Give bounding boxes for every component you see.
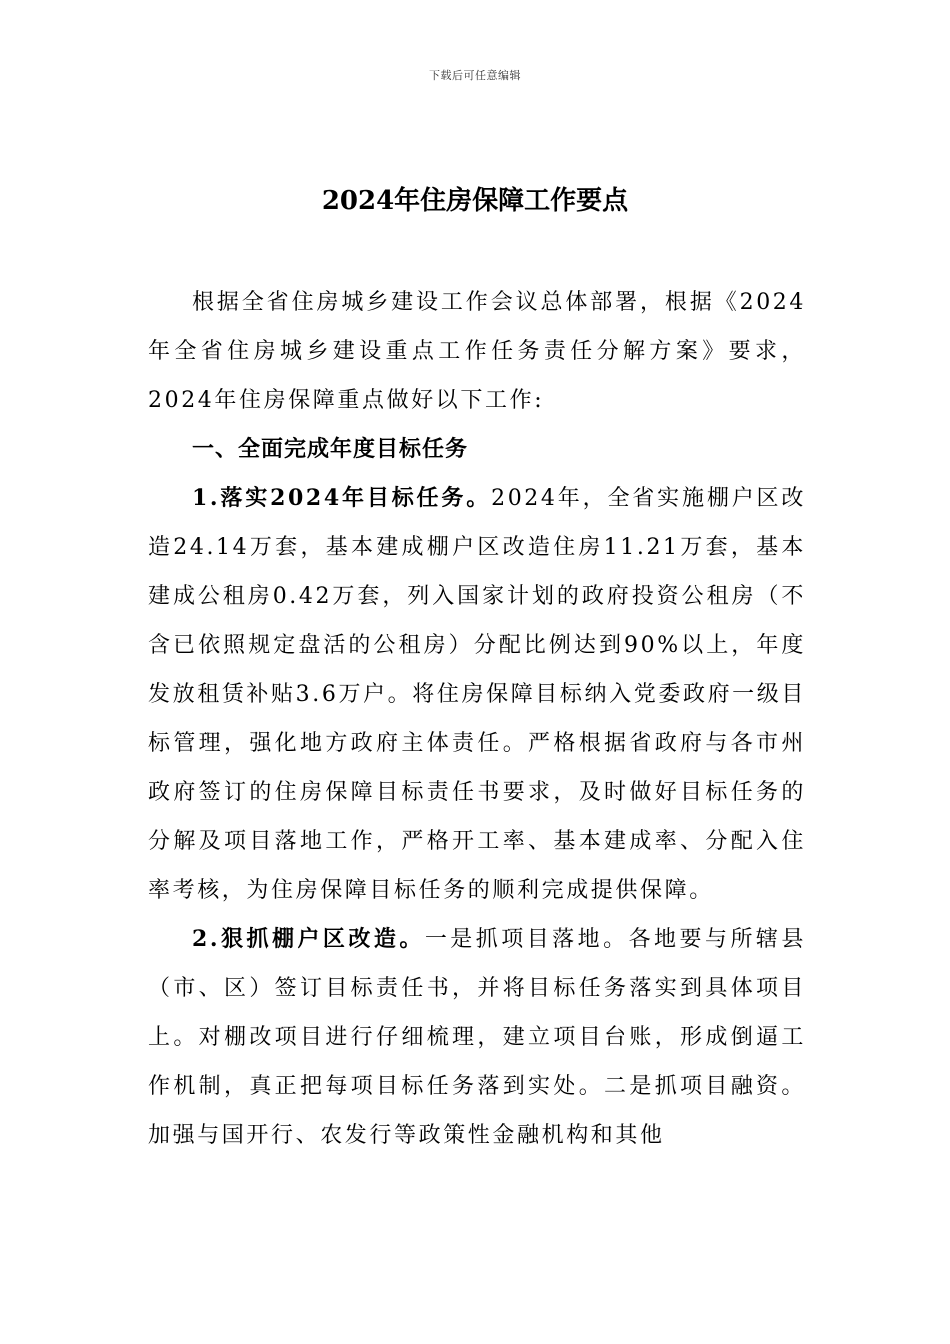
item-lead-2: 2.狠抓棚户区改造。 (192, 926, 425, 952)
section-heading: 一、全面完成年度目标任务 (192, 437, 469, 462)
intro-paragraph: 根据全省住房城乡建设工作会议总体部署，根据《2024年全省住房城乡建设重点工作任务责任分解方案》要求，2024年住房保障重点做好以下工作: (148, 290, 806, 413)
document-body (148, 278, 806, 1160)
item-lead-1: 1.落实2024年目标任务。 (192, 485, 492, 511)
item-text-1: 2024年，全省实施棚户区改造24.14万套，基本建成棚户区改造住房11.21万套，基本建成公租房0.42万套，列入国家计划的政府投资公租房（不含已依照规定盘活的公租房）分配比例达到90%以上，年度发放租赁补贴3.6万户。将住房保障目标纳入党委政府一级目标管理，强化地方政府主体责任。严格根据省政府与各市州政府签订的住房保障目标责任书要求，及时做好目标任务的分解及项目落地工作，严格开工率、基本建成率、分配入住率考核，为住房保障目标任务的顺利完成提供保障。 (148, 486, 806, 903)
item-text-2: 一是抓项目落地。各地要与所辖县（市、区）签订目标责任书，并将目标任务落实到具体项目上。对棚改项目进行仔细梳理，建立项目台账，形成倒逼工作机制，真正把每项目标任务落到实处。二是抓项目融资。加强与国开行、农发行等政策性金融机构和其他 (148, 927, 806, 1148)
page-header-note: 下载后可任意编辑 (429, 69, 521, 82)
item-paragraph-1 (148, 474, 806, 915)
document-title: 2024年住房保障工作要点 (321, 186, 629, 216)
item-paragraph-2 (148, 915, 806, 1160)
